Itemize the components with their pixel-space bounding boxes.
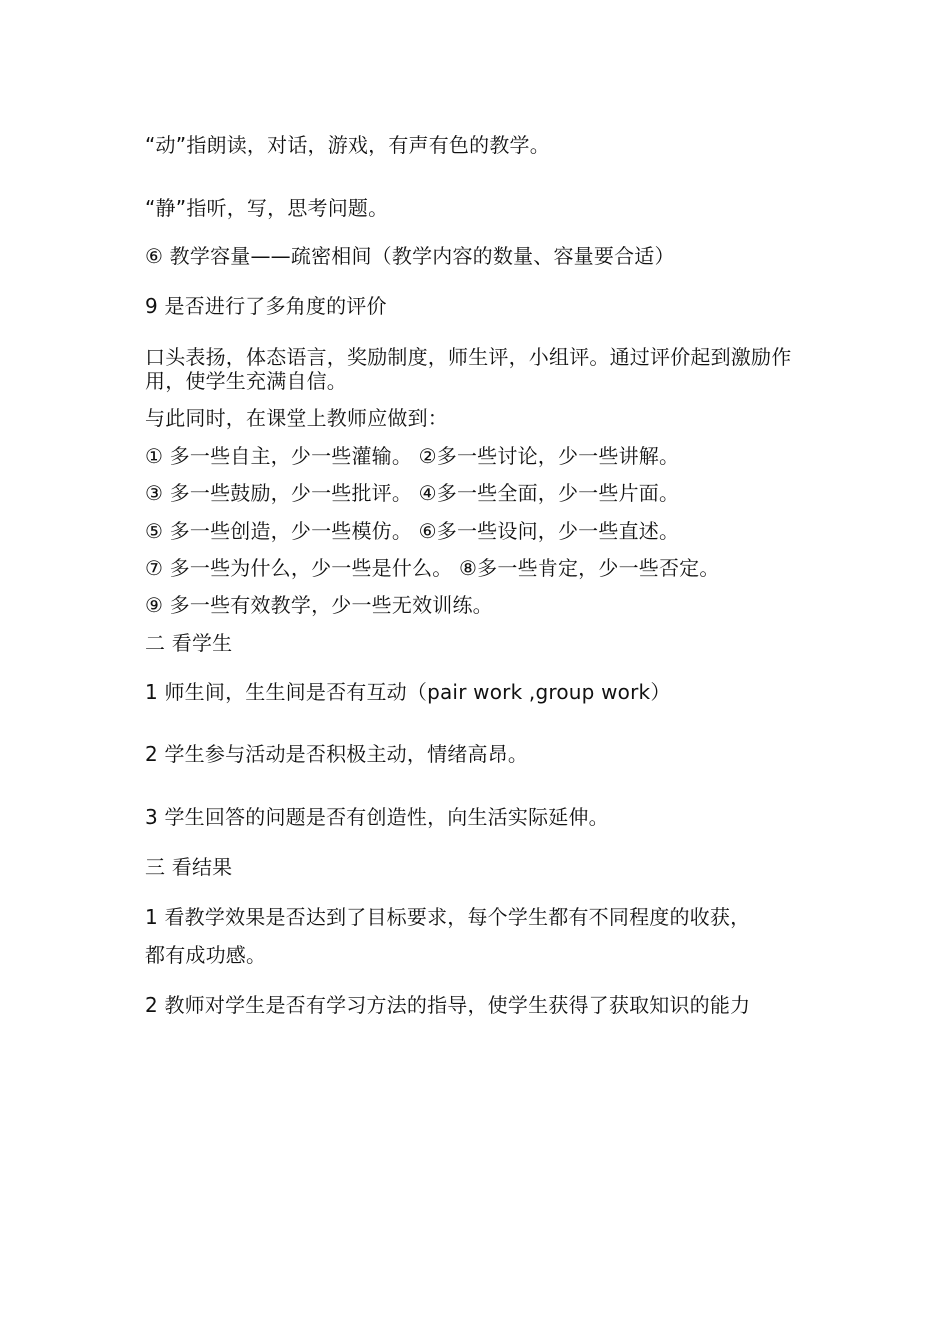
results-item-1: 1 看教学效果是否达到了目标要求，每个学生都有不同程度的收获， [145,905,751,929]
item-9-evaluation: 9 是否进行了多角度的评价 [145,294,387,318]
paragraph-teacher-should: 与此同时，在课堂上教师应做到： [145,406,448,430]
list-item-1-2: ① 多一些自主，少一些灌输。 ②多一些讨论，少一些讲解。 [145,444,680,468]
students-item-3: 3 学生回答的问题是否有创造性，向生活实际延伸。 [145,805,609,829]
item-teaching-capacity: ⑥ 教学容量——疏密相间（教学内容的数量、容量要合适） [145,244,675,268]
results-item-1-continued: 都有成功感。 [145,943,267,967]
paragraph-jing: “静”指听，写，思考问题。 [145,196,389,220]
paragraph-dong: “动”指朗读，对话，游戏，有声有色的教学。 [145,133,550,157]
section-heading-students: 二 看学生 [145,631,233,655]
list-item-5-6: ⑤ 多一些创造，少一些模仿。 ⑥多一些设问，少一些直述。 [145,519,680,543]
results-item-2: 2 教师对学生是否有学习方法的指导，使学生获得了获取知识的能力 [145,993,751,1017]
section-heading-results: 三 看结果 [145,855,233,879]
students-item-2: 2 学生参与活动是否积极主动，情绪高昂。 [145,742,529,766]
students-item-1: 1 师生间，生生间是否有互动（pair work ,group work） [145,680,671,704]
paragraph-evaluation-methods: 口头表扬，体态语言，奖励制度，师生评，小组评。通过评价起到激励作用，使学生充满自信。 [145,345,792,393]
list-item-3-4: ③ 多一些鼓励，少一些批评。 ④多一些全面，少一些片面。 [145,481,680,505]
list-item-7-8: ⑦ 多一些为什么，少一些是什么。 ⑧多一些肯定，少一些否定。 [145,556,720,580]
list-item-9: ⑨ 多一些有效教学，少一些无效训练。 [145,593,493,617]
